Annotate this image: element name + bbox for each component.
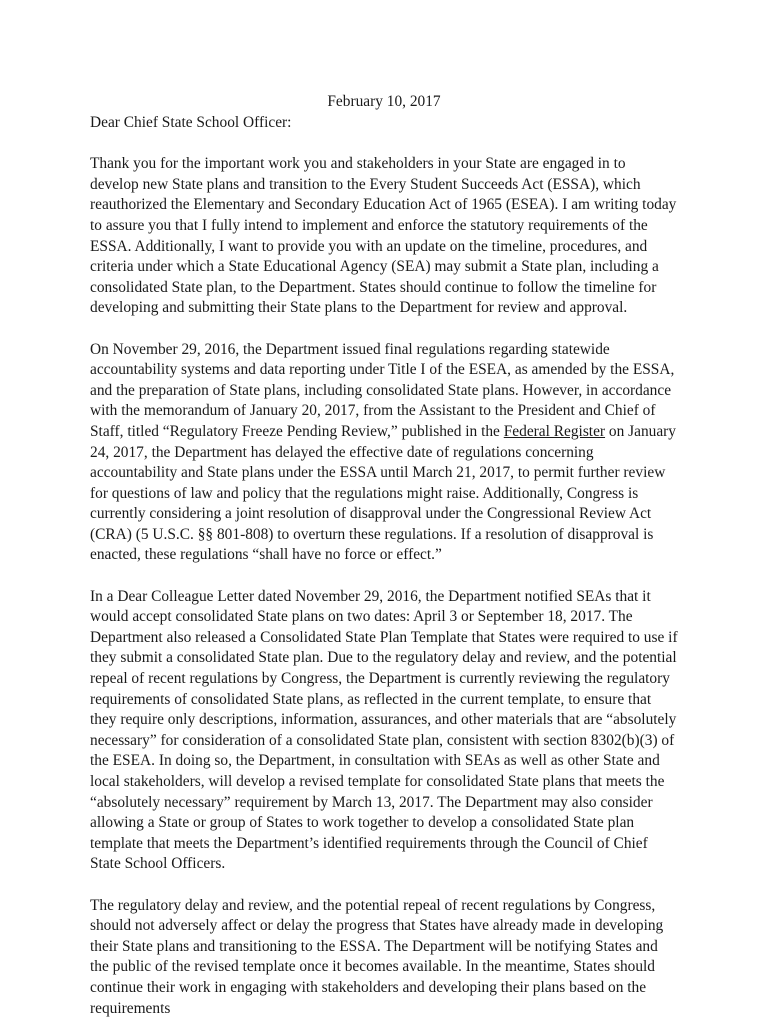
paragraph-gap xyxy=(90,875,678,896)
paragraph-2-text-a: On November 29, 2016, the Department issued final regulations regarding statewide accountability systems and data reporting under Title I of the ESEA, as amended by the ESSA, and the preparation of State plans, including consolidated State plans. However, in accordance with the memorandum of January 20, 2017, from the Assistant to the President and Chief of Staff, titled “Regulatory Freeze Pending Review,” published in the xyxy=(90,340,675,440)
paragraph-gap xyxy=(90,566,678,587)
letter-date: February 10, 2017 xyxy=(327,93,441,110)
letter-body xyxy=(90,92,678,1019)
paragraph-1: Thank you for the important work you and stakeholders in your State are engaged in to develop new State plans and transition to the Every Student Succeeds Act (ESSA), which reauthorized the Elementary and Secondary Education Act of 1965 (ESEA). I am writing today to assure you that I fully intend to implement and enforce the statutory requirements of the ESSA. Additionally, I want to provide you with an update on the timeline, procedures, and criteria under which a State Educational Agency (SEA) may submit a State plan, including a consolidated State plan, to the Department. States should continue to follow the timeline for developing and submitting their State plans to the Department for review and approval. xyxy=(90,155,677,317)
federal-register-reference: Federal Register xyxy=(503,422,606,440)
paragraph-2-text-b: on January 24, 2017, the Department has delayed the effective date of regulations concerning accountability and State plans under the ESSA until March 21, 2017, to permit further review for questions of law and policy that the regulations might raise. Additionally, Congress is currently considering a joint resolution of disapproval under the Congressional Review Act (CRA) (5 U.S.C. §§ 801-808) to overturn these regulations. If a resolution of disapproval is enacted, these regulations “shall have no force or effect.” xyxy=(90,422,676,564)
paragraph-gap xyxy=(90,319,678,340)
salutation: Dear Chief State School Officer: xyxy=(90,114,292,131)
paragraph-4: The regulatory delay and review, and the potential repeal of recent regulations by Congress, should not adversely affect or delay the progress that States have already made in developing their State plans and transitioning to the ESSA. The Department will be notifying States and the public of the revised template once it becomes available. In the meantime, States should continue their work in engaging with stakeholders and developing their plans based on the requirements xyxy=(90,896,664,1017)
paragraph-3: In a Dear Colleague Letter dated November 29, 2016, the Department notified SEAs that it would accept consolidated State plans on two dates: April 3 or September 18, 2017. The Department also released a Consolidated State Plan Template that States were required to use if they submit a consolidated State plan. Due to the regulatory delay and review, and the potential repeal of recent regulations by Congress, the Department is currently reviewing the regulatory requirements of consolidated State plans, as reflected in the current template, to ensure that they require only descriptions, information, assurances, and other materials that are “absolutely necessary” for consideration of a consolidated State plan, consistent with section 8302(b)(3) of the ESEA. In doing so, the Department, in consultation with SEAs as well as other State and local stakeholders, will develop a revised template for consolidated State plans that meets the “absolutely necessary” requirement by March 13, 2017. The Department may also consider allowing a State or group of States to work together to develop a consolidated State plan template that meets the Department’s identified requirements through the Council of Chief State School Officers. xyxy=(90,587,678,873)
paragraph-2 xyxy=(90,340,678,567)
